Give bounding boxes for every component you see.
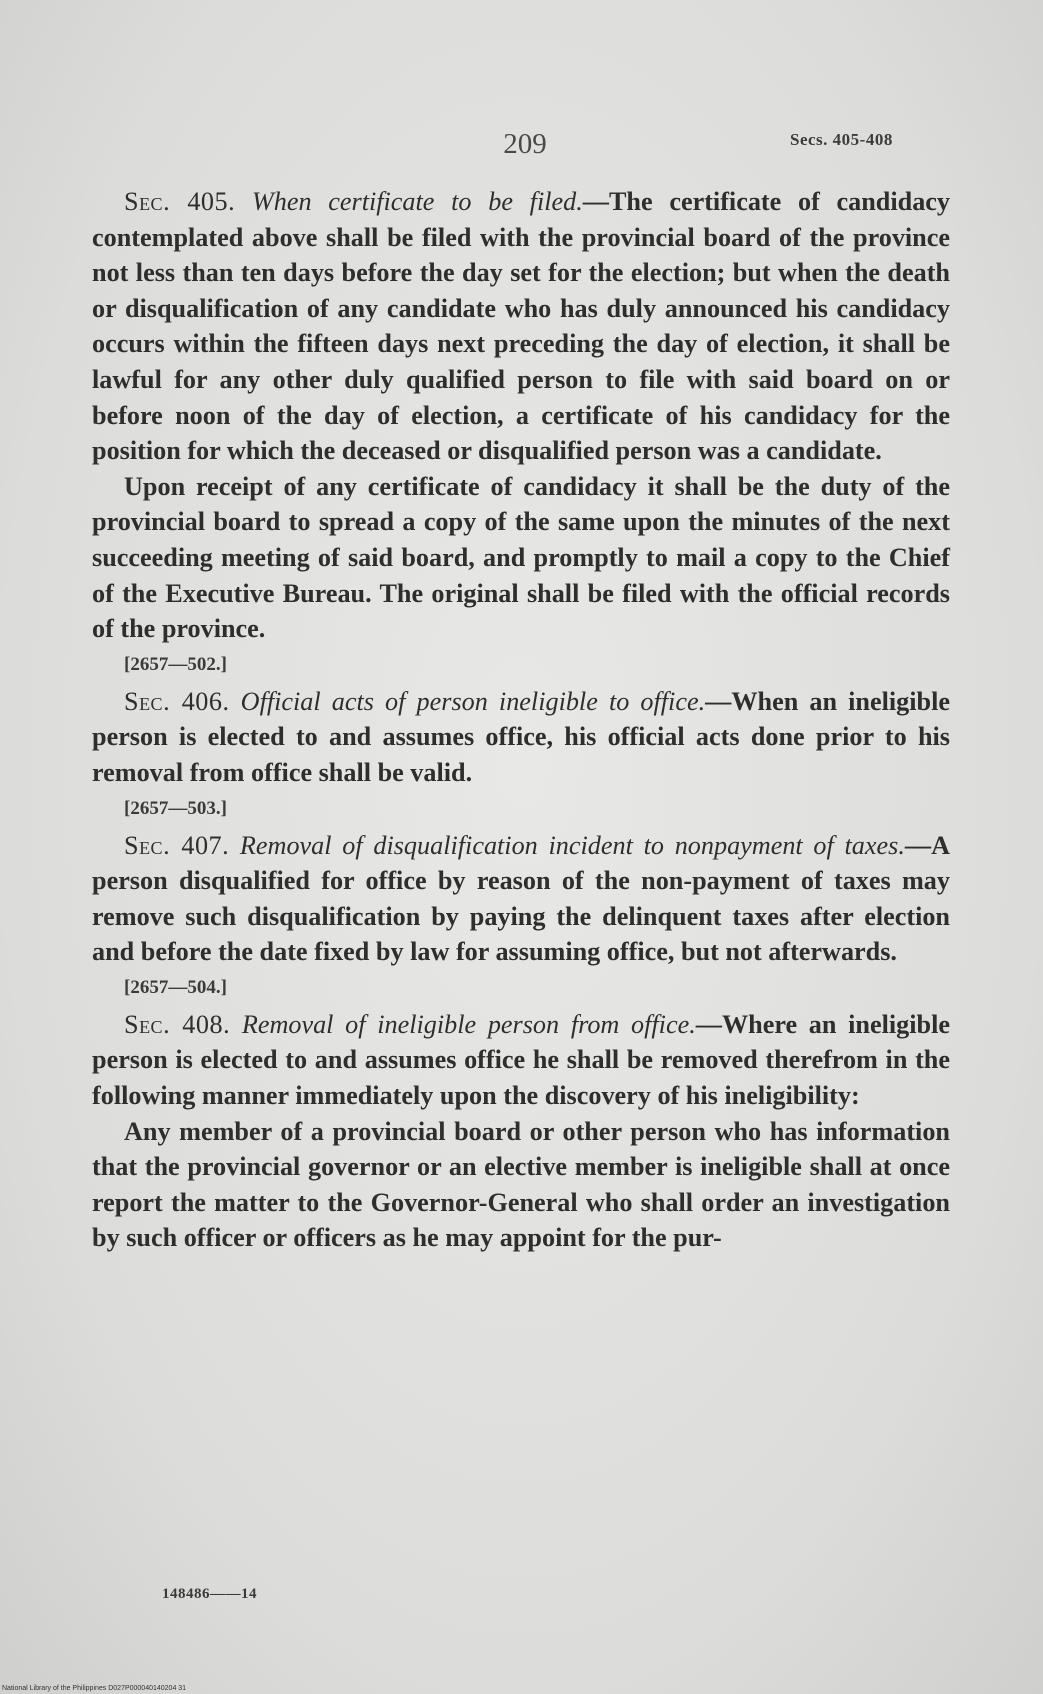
- signature-mark: 148486——14: [162, 1586, 257, 1602]
- section-text: —Where an ineligible person is elected to and assumes office he shall be removed therefrom in the following manner immediately upon the discovery of his ineligibility:: [92, 1009, 950, 1111]
- section-title: Removal of disqualification incident to nonpayment of taxes.: [239, 830, 905, 860]
- section-405-continuation: Upon receipt of any certificate of candidacy it shall be the duty of the provincial board to spread a copy of the same upon the minutes of the next succeeding meeting of said board, and promptly to mail a copy to the Chief of the Executive Bureau. The original shall be filed with the official records of the province.: [92, 471, 950, 644]
- section-406-paragraph: [92, 684, 950, 791]
- running-head: Secs. 405-408: [790, 130, 893, 149]
- page-number: 209: [503, 128, 547, 160]
- section-title: Official acts of person ineligible to office.: [240, 686, 706, 716]
- section-text: —A person disqualified for office by reason of the non-payment of taxes may remove such disqualification by paying the delinquent taxes after election and before the date fixed by law for assuming office, but not afterwards.: [92, 830, 950, 967]
- section-number: Sec. 406.: [124, 686, 230, 716]
- citation: [2657—504.]: [124, 976, 227, 998]
- section-408-continuation: Any member of a provincial board or other person who has information that the provincial governor or an elective member is ineligible shall at once report the matter to the Governor-General who shall order an investigation by such officer or officers as he may appoint for the pur-: [92, 1116, 950, 1253]
- body-text: [92, 184, 950, 1256]
- section-407-paragraph: [92, 828, 950, 970]
- citation: [2657—502.]: [124, 653, 227, 675]
- scan-credit: National Library of the Philippines D027P000040140204 31: [2, 1685, 187, 1692]
- section-number: Sec. 405.: [124, 187, 236, 216]
- section-text: —When an ineligible person is elected to and assumes office, his official acts done prior to his removal from office shall be valid.: [92, 686, 950, 787]
- section-title: Removal of ineligible person from office.: [241, 1009, 696, 1039]
- section-title: When certificate to be filed.: [251, 187, 583, 216]
- citation: [2657—503.]: [124, 797, 227, 819]
- section-405-paragraph: [92, 184, 950, 469]
- section-number: Sec. 407.: [124, 830, 230, 860]
- section-408-paragraph: [92, 1007, 950, 1114]
- section-number: Sec. 408.: [124, 1009, 231, 1039]
- section-text: —The certificate of candidacy contemplated above shall be filed with the provincial board of the province not less than ten days before the day set for the election; but when the death or disqualification of any candidate who has duly announced his candidacy occurs within the fifteen days next preceding the day of election, it shall be lawful for any other duly qualified person to file with said board on or before noon of the day of election, a certificate of his candidacy for the position for which the deceased or disqualified person was a candidate.: [92, 187, 951, 466]
